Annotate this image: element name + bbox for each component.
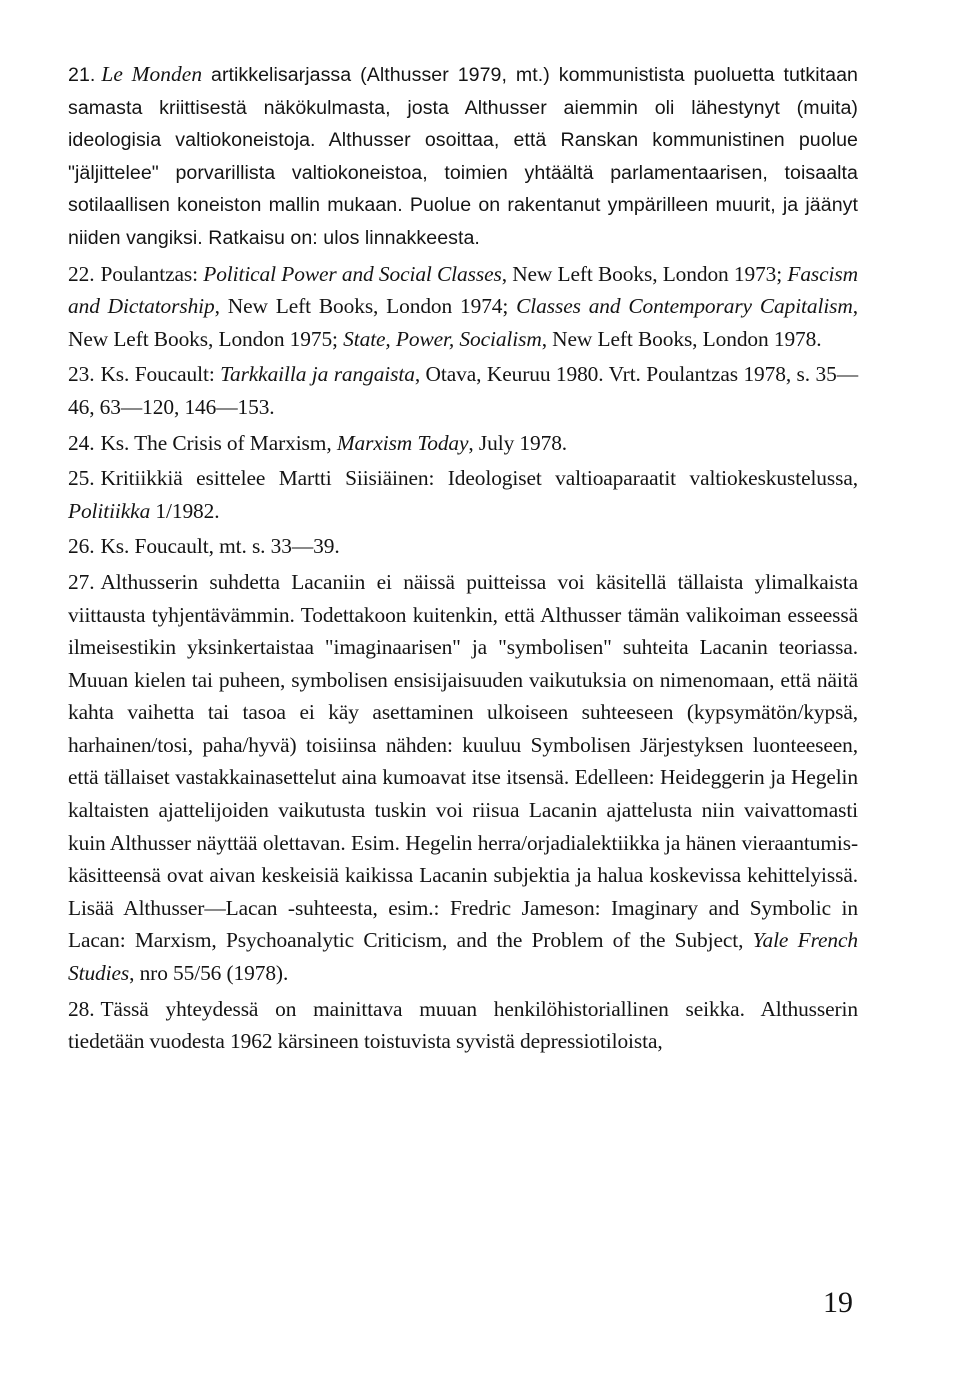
footnote-text: , New Left Books, London 1973; <box>501 261 788 286</box>
footnote-27 <box>68 566 858 990</box>
footnote-number: 21. <box>68 64 96 86</box>
footnote-text: , nro 55/56 (1978). <box>129 961 289 986</box>
footnote-26 <box>68 530 858 563</box>
footnote-title-italic: Political Power and Social Classes <box>203 261 502 286</box>
footnote-21 <box>68 58 858 255</box>
footnote-title-italic: Fascism and Dictatorship <box>68 261 858 319</box>
footnote-number: 26. <box>68 534 95 559</box>
footnote-text: Poulantzas: <box>100 261 204 286</box>
footnote-title-italic: Classes and Contemporary Capitalism <box>516 294 853 319</box>
footnote-title-italic: Marxism Today <box>336 430 469 455</box>
footnote-text: Kritiikkiä esittelee Martti Siisiäinen: Ideologiset valtioaparaatit valtiokeskustelussa, <box>100 466 858 491</box>
footnote-title-italic: Tarkkailla ja rangaista <box>220 362 415 387</box>
footnote-text: , New Left Books, London 1978. <box>541 326 822 351</box>
footnote-text: , July 1978. <box>468 430 568 455</box>
footnote-23 <box>68 358 858 423</box>
footnote-text: Ks. Foucault, mt. s. 33—39. <box>100 534 340 559</box>
footnote-text: , Otava, Keuruu 1980. Vrt. Poulantzas 1978, s. 35—46, 63—120, 146—153. <box>68 362 858 419</box>
footnote-number: 24. <box>68 430 95 455</box>
footnote-title-italic: Le Monden <box>101 62 203 86</box>
page-number: 19 <box>823 1286 853 1319</box>
footnote-text: Ks. Foucault: <box>100 362 221 387</box>
footnote-text: 1/1982. <box>150 498 220 523</box>
footnote-text: , New Left Books, London 1975; <box>68 294 858 351</box>
footnote-number: 27. <box>68 569 95 594</box>
footnote-number: 22. <box>68 261 95 286</box>
footnote-22 <box>68 258 858 356</box>
footnote-number: 25. <box>68 466 95 491</box>
footnote-title-italic: State, Power, Socialism <box>343 326 542 351</box>
footnote-number: 28. <box>68 996 95 1021</box>
footnote-25 <box>68 462 858 527</box>
footnote-title-italic: Politiikka <box>68 498 151 523</box>
footnote-text: artikkelisarjassa (Althusser 1979, mt.) kommunistista puoluetta tutkitaan samasta kriittisestä näkökulmasta, josta Althusser aiemmin oli lähestynyt (muita) ideologisia valtiokoneistoja. Althusser osoittaa, että Ranskan kommunistinen puolue "jäljittelee" porvarillista valtiokoneistoa, toimien yhtäältä parlamentaarisen, toisaalta sotilaallisen koneiston mallin mukaan. Puolue on rakentanut ympärilleen muurit, ja jäänyt niiden vangiksi. Ratkaisu on: ulos linnakkeesta. <box>68 64 858 249</box>
footnote-number: 23. <box>68 362 95 387</box>
footnote-text: Althusserin suhdetta Lacaniin ei näissä puitteissa voi käsitellä tällaista ylimalkaista viittausta tyhjentävämmin. Todettakoon kuitenkin, että Althusser tämän valikoiman esseessä ilmeisestikin yksinkertaistaa "imaginaarisen" ja "symbolisen" suhteita Lacanin teoriassa. Muuan kielen tai puheen, symbolisen ensisijaisuuden vaikutuksia on nimenomaan, että näitä kahta vaihetta tai tasoa ei käy asettaminen ulkoiseen suhteeseen (kypsymätön/kypsä, harhainen/tosi, paha/hyvä) toisiinsa nähden: kuuluu Symbolisen Järjestyksen luonteeseen, että tällaiset vastakkainasettelut aina kumoavat itse itsensä. Edelleen: Heideggerin ja Hegelin kaltaisten ajattelijoiden vaikutusta tuskin voi riisua Lacanin ajattelusta niin vaivattomasti kuin Althusser näyttää olettavan. Esim. Hegelin herra/orjadialektiikka ja hänen vieraantumis-käsitteensä ovat aivan keskeisiä kaikissa Lacanin subjektia ja halua koskevissa kehittelyissä. Lisää Althusser—Lacan -suhteesta, esim.: Fredric Jameson: Imaginary and Symbolic in Lacan: Marxism, Psychoanalytic Criticism, and the Problem of the Subject, <box>68 569 858 953</box>
footnote-text: Tässä yhteydessä on mainittava muuan henkilöhistoriallinen seikka. Althusserin tiedetään vuodesta 1962 kärsineen toistuvista syvistä depressiotiloista, <box>68 996 858 1054</box>
footnote-text: Ks. The Crisis of Marxism, <box>100 430 337 455</box>
footnote-28 <box>68 993 858 1058</box>
footnotes-list <box>68 58 858 1058</box>
footnote-24 <box>68 427 858 460</box>
footnote-text: , New Left Books, London 1974; <box>214 294 517 319</box>
footnote-title-italic: Yale French Studies <box>68 928 858 986</box>
